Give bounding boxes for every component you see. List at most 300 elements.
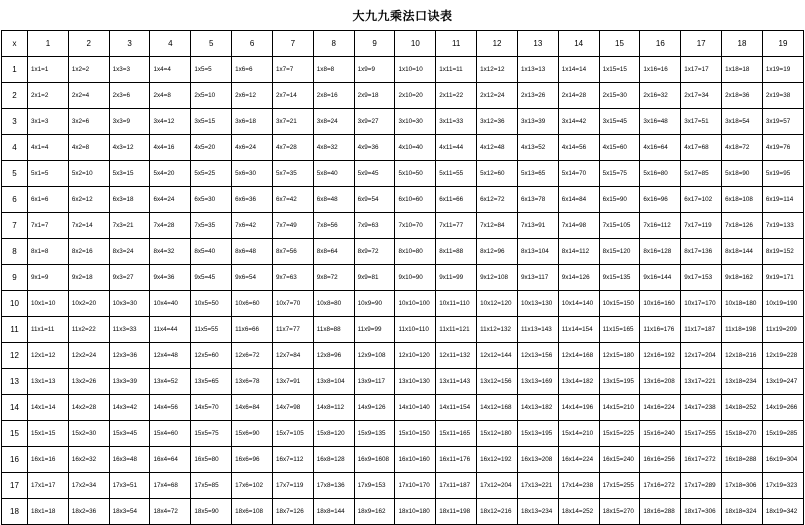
cell-3-8: 3x8=24 [313,109,354,135]
column-header-15: 15 [599,31,640,57]
cell-16-6: 16x6=96 [232,447,273,473]
cell-3-16: 3x16=48 [640,109,681,135]
cell-10-12: 10x12=120 [477,291,518,317]
cell-2-1: 2x1=2 [28,83,69,109]
cell-5-9: 5x9=45 [354,161,395,187]
row-header-1: 1 [2,57,28,83]
cell-8-4: 8x4=32 [150,239,191,265]
cell-2-6: 2x6=12 [232,83,273,109]
cell-5-15: 5x15=75 [599,161,640,187]
column-header-18: 18 [722,31,763,57]
cell-17-19: 17x19=323 [762,473,803,499]
cell-15-9: 15x9=135 [354,421,395,447]
cell-5-2: 5x2=10 [68,161,109,187]
cell-10-14: 10x14=140 [558,291,599,317]
table-row [2,291,804,317]
cell-2-12: 2x12=24 [477,83,518,109]
cell-13-18: 13x18=234 [722,369,763,395]
cell-12-1: 12x1=12 [28,343,69,369]
cell-17-12: 17x12=204 [477,473,518,499]
cell-8-14: 8x14=112 [558,239,599,265]
cell-2-15: 2x15=30 [599,83,640,109]
cell-10-3: 10x3=30 [109,291,150,317]
cell-4-19: 4x19=76 [762,135,803,161]
cell-1-18: 1x18=18 [722,57,763,83]
cell-11-5: 11x5=55 [191,317,232,343]
cell-8-9: 8x9=72 [354,239,395,265]
cell-4-9: 4x9=36 [354,135,395,161]
cell-5-12: 5x12=60 [477,161,518,187]
cell-9-14: 9x14=126 [558,265,599,291]
table-row [2,421,804,447]
cell-16-19: 16x19=304 [762,447,803,473]
column-header-17: 17 [681,31,722,57]
column-header-5: 5 [191,31,232,57]
cell-12-15: 12x15=180 [599,343,640,369]
cell-17-17: 17x17=289 [681,473,722,499]
cell-15-16: 15x16=240 [640,421,681,447]
cell-2-4: 2x4=8 [150,83,191,109]
cell-12-11: 12x11=132 [436,343,477,369]
cell-3-2: 3x2=6 [68,109,109,135]
cell-15-8: 15x8=120 [313,421,354,447]
cell-5-7: 5x7=35 [272,161,313,187]
cell-14-5: 14x5=70 [191,395,232,421]
cell-6-13: 6x13=78 [517,187,558,213]
cell-13-10: 13x10=130 [395,369,436,395]
cell-7-9: 7x9=63 [354,213,395,239]
cell-18-15: 18x15=270 [599,499,640,525]
cell-2-14: 2x14=28 [558,83,599,109]
table-row [2,83,804,109]
cell-1-9: 1x9=9 [354,57,395,83]
cell-4-17: 4x17=68 [681,135,722,161]
cell-4-11: 4x11=44 [436,135,477,161]
cell-4-6: 4x6=24 [232,135,273,161]
cell-14-2: 14x2=28 [68,395,109,421]
cell-5-4: 5x4=20 [150,161,191,187]
cell-18-1: 18x1=18 [28,499,69,525]
cell-16-12: 16x12=192 [477,447,518,473]
cell-3-15: 3x15=45 [599,109,640,135]
cell-16-14: 16x14=224 [558,447,599,473]
cell-12-8: 12x8=96 [313,343,354,369]
cell-10-8: 10x8=80 [313,291,354,317]
column-header-4: 4 [150,31,191,57]
cell-1-5: 1x5=5 [191,57,232,83]
cell-18-8: 18x8=144 [313,499,354,525]
cell-6-3: 6x3=18 [109,187,150,213]
cell-17-13: 17x13=221 [517,473,558,499]
cell-16-8: 16x8=128 [313,447,354,473]
cell-10-15: 10x15=150 [599,291,640,317]
cell-11-19: 11x19=209 [762,317,803,343]
cell-10-19: 10x19=190 [762,291,803,317]
table-row [2,395,804,421]
cell-12-3: 12x3=36 [109,343,150,369]
cell-18-5: 18x5=90 [191,499,232,525]
cell-3-7: 3x7=21 [272,109,313,135]
cell-2-8: 2x8=16 [313,83,354,109]
cell-16-16: 16x16=256 [640,447,681,473]
cell-9-1: 9x1=9 [28,265,69,291]
cell-1-2: 1x2=2 [68,57,109,83]
cell-12-9: 12x9=108 [354,343,395,369]
cell-9-11: 9x11=99 [436,265,477,291]
cell-4-8: 4x8=32 [313,135,354,161]
cell-13-17: 13x17=221 [681,369,722,395]
cell-11-3: 11x3=33 [109,317,150,343]
cell-13-2: 13x2=26 [68,369,109,395]
cell-12-10: 12x10=120 [395,343,436,369]
cell-9-7: 9x7=63 [272,265,313,291]
cell-14-13: 14x13=182 [517,395,558,421]
cell-15-11: 15x11=165 [436,421,477,447]
cell-13-16: 13x16=208 [640,369,681,395]
cell-13-12: 13x12=156 [477,369,518,395]
cell-6-11: 6x11=66 [436,187,477,213]
cell-1-8: 1x8=8 [313,57,354,83]
cell-14-8: 14x8=112 [313,395,354,421]
cell-14-17: 14x17=238 [681,395,722,421]
cell-2-11: 2x11=22 [436,83,477,109]
cell-4-2: 4x2=8 [68,135,109,161]
table-row [2,57,804,83]
cell-7-13: 7x13=91 [517,213,558,239]
cell-2-2: 2x2=4 [68,83,109,109]
cell-3-17: 3x17=51 [681,109,722,135]
cell-15-17: 15x17=255 [681,421,722,447]
cell-9-17: 9x17=153 [681,265,722,291]
cell-10-17: 10x17=170 [681,291,722,317]
table-row [2,109,804,135]
cell-14-6: 14x6=84 [232,395,273,421]
row-header-3: 3 [2,109,28,135]
cell-11-12: 11x12=132 [477,317,518,343]
row-header-18: 18 [2,499,28,525]
row-header-17: 17 [2,473,28,499]
cell-18-3: 18x3=54 [109,499,150,525]
cell-7-6: 7x6=42 [232,213,273,239]
cell-6-1: 6x1=6 [28,187,69,213]
cell-9-16: 9x16=144 [640,265,681,291]
cell-18-9: 18x9=162 [354,499,395,525]
table-row [2,187,804,213]
cell-2-3: 2x3=6 [109,83,150,109]
cell-11-16: 11x16=176 [640,317,681,343]
cell-9-19: 9x19=171 [762,265,803,291]
cell-9-2: 9x2=18 [68,265,109,291]
cell-17-6: 17x6=102 [232,473,273,499]
column-header-19: 19 [762,31,803,57]
cell-2-19: 2x19=38 [762,83,803,109]
table-row [2,369,804,395]
cell-2-7: 2x7=14 [272,83,313,109]
cell-18-12: 18x12=216 [477,499,518,525]
cell-13-19: 13x19=247 [762,369,803,395]
cell-7-7: 7x7=49 [272,213,313,239]
cell-16-17: 16x17=272 [681,447,722,473]
cell-15-6: 15x6=90 [232,421,273,447]
cell-18-19: 18x19=342 [762,499,803,525]
cell-13-8: 13x8=104 [313,369,354,395]
cell-5-1: 5x1=5 [28,161,69,187]
cell-9-10: 9x10=90 [395,265,436,291]
cell-3-9: 3x9=27 [354,109,395,135]
row-header-2: 2 [2,83,28,109]
cell-10-2: 10x2=20 [68,291,109,317]
cell-18-16: 18x16=288 [640,499,681,525]
cell-12-16: 12x16=192 [640,343,681,369]
cell-3-12: 3x12=36 [477,109,518,135]
cell-1-17: 1x17=17 [681,57,722,83]
cell-12-7: 12x7=84 [272,343,313,369]
cell-15-18: 15x18=270 [722,421,763,447]
cell-13-9: 13x9=117 [354,369,395,395]
column-header-9: 9 [354,31,395,57]
cell-8-5: 8x5=40 [191,239,232,265]
cell-12-2: 12x2=24 [68,343,109,369]
cell-5-19: 5x19=95 [762,161,803,187]
cell-13-4: 13x4=52 [150,369,191,395]
cell-7-2: 7x2=14 [68,213,109,239]
cell-5-17: 5x17=85 [681,161,722,187]
cell-8-15: 8x15=120 [599,239,640,265]
cell-17-4: 17x4=68 [150,473,191,499]
column-header-14: 14 [558,31,599,57]
cell-1-11: 1x11=11 [436,57,477,83]
cell-12-13: 12x13=156 [517,343,558,369]
cell-5-5: 5x5=25 [191,161,232,187]
cell-11-1: 11x1=11 [28,317,69,343]
cell-9-12: 9x12=108 [477,265,518,291]
cell-12-17: 12x17=204 [681,343,722,369]
cell-2-10: 2x10=20 [395,83,436,109]
cell-18-14: 18x14=252 [558,499,599,525]
cell-1-12: 1x12=12 [477,57,518,83]
cell-18-18: 18x18=324 [722,499,763,525]
row-header-10: 10 [2,291,28,317]
cell-12-14: 12x14=168 [558,343,599,369]
cell-5-6: 5x6=30 [232,161,273,187]
cell-17-9: 17x9=153 [354,473,395,499]
cell-15-15: 15x15=225 [599,421,640,447]
cell-13-7: 13x7=91 [272,369,313,395]
cell-4-1: 4x1=4 [28,135,69,161]
cell-7-3: 7x3=21 [109,213,150,239]
cell-14-4: 14x4=56 [150,395,191,421]
cell-14-1: 14x1=14 [28,395,69,421]
cell-9-15: 9x15=135 [599,265,640,291]
row-header-5: 5 [2,161,28,187]
cell-16-1: 16x1=16 [28,447,69,473]
cell-5-18: 5x18=90 [722,161,763,187]
row-header-4: 4 [2,135,28,161]
cell-16-3: 16x3=48 [109,447,150,473]
cell-3-4: 3x4=12 [150,109,191,135]
cell-4-14: 4x14=56 [558,135,599,161]
cell-8-18: 8x18=144 [722,239,763,265]
cell-3-13: 3x13=39 [517,109,558,135]
cell-16-13: 16x13=208 [517,447,558,473]
cell-14-10: 14x10=140 [395,395,436,421]
cell-3-18: 3x18=54 [722,109,763,135]
cell-14-9: 14x9=126 [354,395,395,421]
cell-15-10: 15x10=150 [395,421,436,447]
cell-17-10: 17x10=170 [395,473,436,499]
cell-10-6: 10x6=60 [232,291,273,317]
cell-5-13: 5x13=65 [517,161,558,187]
cell-10-5: 10x5=50 [191,291,232,317]
cell-13-5: 13x5=65 [191,369,232,395]
cell-6-7: 6x7=42 [272,187,313,213]
cell-18-7: 18x7=126 [272,499,313,525]
cell-5-16: 5x16=80 [640,161,681,187]
cell-13-3: 13x3=39 [109,369,150,395]
cell-8-13: 8x13=104 [517,239,558,265]
cell-16-15: 16x15=240 [599,447,640,473]
cell-3-5: 3x5=15 [191,109,232,135]
cell-15-12: 15x12=180 [477,421,518,447]
cell-1-4: 1x4=4 [150,57,191,83]
column-header-13: 13 [517,31,558,57]
cell-7-5: 7x5=35 [191,213,232,239]
cell-5-3: 5x3=15 [109,161,150,187]
cell-14-7: 14x7=98 [272,395,313,421]
cell-8-6: 8x6=48 [232,239,273,265]
cell-4-3: 4x3=12 [109,135,150,161]
cell-9-9: 9x9=81 [354,265,395,291]
cell-14-15: 14x15=210 [599,395,640,421]
table-row [2,213,804,239]
cell-14-12: 14x12=168 [477,395,518,421]
column-header-6: 6 [232,31,273,57]
cell-7-19: 7x19=133 [762,213,803,239]
cell-12-4: 12x4=48 [150,343,191,369]
cell-8-2: 8x2=16 [68,239,109,265]
cell-12-6: 12x6=72 [232,343,273,369]
cell-11-8: 11x8=88 [313,317,354,343]
cell-8-8: 8x8=64 [313,239,354,265]
row-header-6: 6 [2,187,28,213]
cell-1-13: 1x13=13 [517,57,558,83]
table-row [2,317,804,343]
cell-11-15: 11x15=165 [599,317,640,343]
cell-10-7: 10x7=70 [272,291,313,317]
cell-11-2: 11x2=22 [68,317,109,343]
cell-3-11: 3x11=33 [436,109,477,135]
cell-18-4: 18x4=72 [150,499,191,525]
cell-17-8: 17x8=136 [313,473,354,499]
cell-13-1: 13x1=13 [28,369,69,395]
cell-5-10: 5x10=50 [395,161,436,187]
row-header-9: 9 [2,265,28,291]
cell-2-13: 2x13=26 [517,83,558,109]
cell-3-14: 3x14=42 [558,109,599,135]
cell-13-14: 13x14=182 [558,369,599,395]
cell-4-4: 4x4=16 [150,135,191,161]
cell-14-3: 14x3=42 [109,395,150,421]
table-row [2,239,804,265]
cell-6-17: 6x17=102 [681,187,722,213]
cell-10-10: 10x10=100 [395,291,436,317]
cell-14-11: 14x11=154 [436,395,477,421]
cell-11-17: 11x17=187 [681,317,722,343]
cell-6-10: 6x10=60 [395,187,436,213]
cell-15-14: 15x14=210 [558,421,599,447]
cell-8-3: 8x3=24 [109,239,150,265]
cell-16-9: 16x9=1608 [354,447,395,473]
cell-15-19: 15x19=285 [762,421,803,447]
cell-11-4: 11x4=44 [150,317,191,343]
cell-17-18: 17x18=306 [722,473,763,499]
cell-1-3: 1x3=3 [109,57,150,83]
cell-16-4: 16x4=64 [150,447,191,473]
cell-7-18: 7x18=126 [722,213,763,239]
cell-4-16: 4x16=64 [640,135,681,161]
cell-8-19: 8x19=152 [762,239,803,265]
cell-10-18: 10x18=180 [722,291,763,317]
cell-11-10: 11x10=110 [395,317,436,343]
row-header-11: 11 [2,317,28,343]
cell-9-4: 9x4=36 [150,265,191,291]
cell-3-6: 3x6=18 [232,109,273,135]
cell-1-7: 1x7=7 [272,57,313,83]
cell-12-19: 12x19=228 [762,343,803,369]
cell-1-1: 1x1=1 [28,57,69,83]
cell-14-18: 14x18=252 [722,395,763,421]
cell-10-4: 10x4=40 [150,291,191,317]
cell-9-8: 9x8=72 [313,265,354,291]
cell-1-14: 1x14=14 [558,57,599,83]
cell-9-6: 9x6=54 [232,265,273,291]
cell-15-7: 15x7=105 [272,421,313,447]
cell-14-19: 14x19=266 [762,395,803,421]
cell-9-13: 9x13=117 [517,265,558,291]
cell-7-1: 7x1=7 [28,213,69,239]
cell-11-6: 11x6=66 [232,317,273,343]
cell-8-16: 8x16=128 [640,239,681,265]
cell-6-15: 6x15=90 [599,187,640,213]
cell-18-17: 18x17=306 [681,499,722,525]
cell-11-11: 11x11=121 [436,317,477,343]
cell-17-16: 17x16=272 [640,473,681,499]
cell-2-17: 2x17=34 [681,83,722,109]
cell-15-2: 15x2=30 [68,421,109,447]
cell-2-18: 2x18=36 [722,83,763,109]
cell-11-18: 11x18=198 [722,317,763,343]
column-header-8: 8 [313,31,354,57]
cell-18-6: 18x6=108 [232,499,273,525]
column-header-1: 1 [28,31,69,57]
cell-14-16: 14x16=224 [640,395,681,421]
cell-7-4: 7x4=28 [150,213,191,239]
cell-17-7: 17x7=119 [272,473,313,499]
cell-6-9: 6x9=54 [354,187,395,213]
cell-6-14: 6x14=84 [558,187,599,213]
cell-6-4: 6x4=24 [150,187,191,213]
cell-5-8: 5x8=40 [313,161,354,187]
cell-10-11: 10x11=110 [436,291,477,317]
cell-3-19: 3x19=57 [762,109,803,135]
cell-11-14: 11x14=154 [558,317,599,343]
table-row [2,161,804,187]
table-row [2,135,804,161]
cell-18-10: 18x10=180 [395,499,436,525]
page-title: 大九九乘法口诀表 [352,9,453,23]
cell-8-17: 8x17=136 [681,239,722,265]
cell-16-10: 16x10=160 [395,447,436,473]
